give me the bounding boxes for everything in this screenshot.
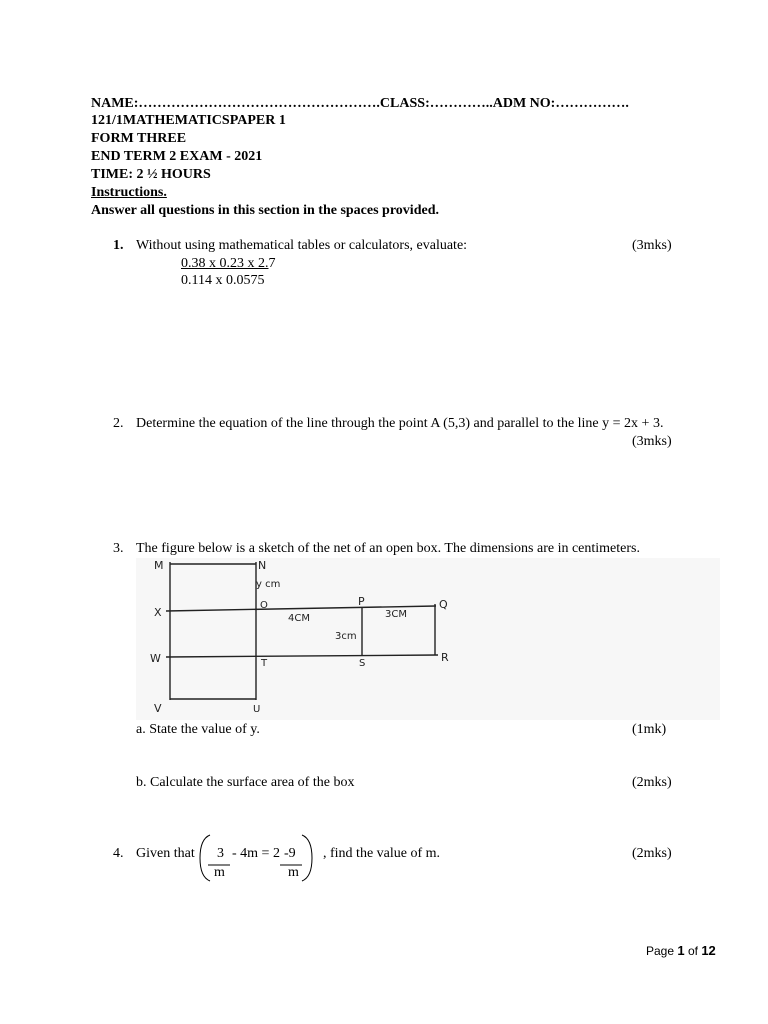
question-4-number: 4.	[113, 846, 124, 861]
exam-time: TIME: 2 ½ HOURS	[91, 167, 211, 182]
page-footer	[646, 943, 716, 958]
label-u: U	[253, 704, 261, 715]
of-word: of	[687, 944, 698, 958]
question-4-suffix: , find the value of m.	[323, 846, 441, 861]
exam-title: END TERM 2 EXAM - 2021	[91, 149, 263, 164]
question-4-marks: (2mks)	[632, 846, 672, 861]
question-3b-marks: (2mks)	[632, 775, 672, 790]
label-r: R	[441, 651, 449, 664]
page-number: 1	[677, 943, 685, 958]
question-1-marks: (3mks)	[632, 238, 672, 253]
question-1-numerator	[181, 256, 276, 272]
question-1-number: 1.	[113, 238, 124, 253]
numerator-underlined: 0.38 x 0.23 x 2.	[181, 256, 269, 271]
question-2-number: 2.	[113, 416, 124, 431]
figure-background	[136, 558, 720, 720]
paper-code: 121/1MATHEMATICSPAPER 1	[91, 113, 286, 128]
label-x: X	[154, 606, 162, 619]
instructions-text: Answer all questions in this section in the spaces provided.	[91, 203, 439, 218]
question-3b-text: b. Calculate the surface area of the box	[136, 775, 355, 790]
instructions-title: Instructions.	[91, 185, 167, 200]
name-class-adm-line: NAME:…………………………………………….CLASS:…………..ADM NO:…………….	[91, 96, 629, 111]
label-3cm-mid: 3cm	[335, 631, 357, 642]
label-p: P	[358, 595, 365, 608]
form-level: FORM THREE	[91, 131, 187, 146]
left-paren-icon	[200, 835, 210, 881]
question-4-middle: - 4m = 2	[232, 846, 280, 861]
label-m: M	[154, 559, 164, 572]
label-4cm: 4CM	[288, 613, 310, 624]
question-4-left-numerator: 3	[217, 846, 224, 861]
label-o: O	[260, 600, 268, 611]
label-3cm-top: 3CM	[385, 609, 407, 620]
page-total: 12	[701, 943, 716, 958]
question-3-text: The figure below is a sketch of the net of an open box. The dimensions are in centimeters.	[136, 541, 640, 556]
question-4-right-numerator: -9	[284, 846, 296, 861]
question-4-prefix: Given that	[136, 846, 195, 861]
label-n: N	[258, 559, 267, 572]
question-4-right-denominator: m	[288, 865, 299, 880]
question-1-text: Without using mathematical tables or calculators, evaluate:	[136, 238, 468, 253]
label-t: T	[261, 658, 268, 669]
question-1-denominator: 0.114 x 0.0575	[181, 273, 265, 288]
label-v: V	[154, 702, 162, 715]
question-3a-text: a. State the value of y.	[136, 722, 260, 737]
question-2-text: Determine the equation of the line through the point A (5,3) and parallel to the line y = 2x + 3.	[136, 416, 664, 431]
question-2-marks: (3mks)	[632, 434, 672, 449]
label-w: W	[150, 652, 161, 665]
right-paren-icon	[302, 835, 312, 881]
box-net-figure	[136, 558, 720, 720]
label-s: S	[359, 658, 366, 669]
question-3-number: 3.	[113, 541, 124, 556]
question-4-left-denominator: m	[214, 865, 225, 880]
label-q: Q	[439, 598, 448, 611]
label-y-cm: y cm	[256, 579, 281, 590]
question-3a-marks: (1mk)	[632, 722, 667, 737]
page-word: Page	[646, 944, 675, 958]
numerator-tail: 7	[268, 256, 276, 271]
